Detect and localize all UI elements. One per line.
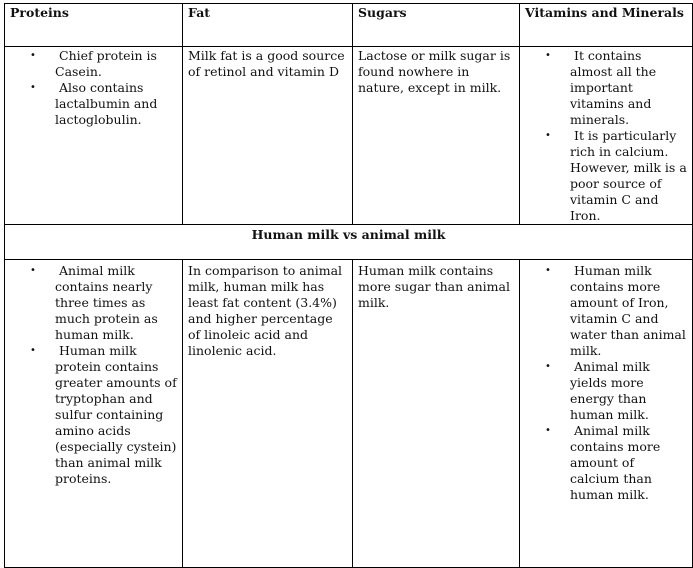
- cell-fat: Milk fat is a good source of retinol and vitamin D: [183, 47, 353, 225]
- list-item: • Human milk protein contains greater amounts of tryptophan and sulfur containing amino acids (especially cystein) than animal milk proteins.: [55, 343, 177, 487]
- cell-fat: In comparison to animal milk, human milk has least fat content (3.4%) and higher percentage of linoleic acid and linolenic acid.: [183, 260, 353, 568]
- list-item: • Animal milk contains nearly three times as much protein as human milk.: [55, 263, 177, 343]
- section-row: [5, 225, 693, 260]
- header-row: [5, 4, 693, 47]
- list-item: • It is particularly rich in calcium. However, milk is a poor source of vitamin C and Iron.: [570, 128, 687, 224]
- proteins-list: [10, 48, 177, 128]
- cell-sugars: Lactose or milk sugar is found nowhere in nature, except in milk.: [353, 47, 520, 225]
- list-item: • Chief protein is Casein.: [55, 48, 177, 80]
- cell-proteins: [5, 47, 183, 225]
- section-title: Human milk vs animal milk: [5, 225, 693, 260]
- milk-composition-table: [4, 3, 693, 568]
- header-fat: Fat: [183, 4, 353, 47]
- header-vitamins-minerals: Vitamins and Minerals: [520, 4, 693, 47]
- list-item: • Also contains lactalbumin and lactoglobulin.: [55, 80, 177, 128]
- proteins-list: [10, 263, 177, 487]
- cell-sugars: Human milk contains more sugar than animal milk.: [353, 260, 520, 568]
- table-row: [5, 47, 693, 225]
- list-item: • Animal milk contains more amount of calcium than human milk.: [570, 423, 687, 503]
- vitamins-list: [525, 263, 687, 503]
- cell-proteins: [5, 260, 183, 568]
- list-item: • Animal milk yields more energy than human milk.: [570, 359, 687, 423]
- header-proteins: Proteins: [5, 4, 183, 47]
- list-item: • It contains almost all the important vitamins and minerals.: [570, 48, 687, 128]
- table-row: [5, 260, 693, 568]
- cell-vitamins: [520, 47, 693, 225]
- cell-vitamins: [520, 260, 693, 568]
- list-item: • Human milk contains more amount of Iron, vitamin C and water than animal milk.: [570, 263, 687, 359]
- header-sugars: Sugars: [353, 4, 520, 47]
- vitamins-list: [525, 48, 687, 224]
